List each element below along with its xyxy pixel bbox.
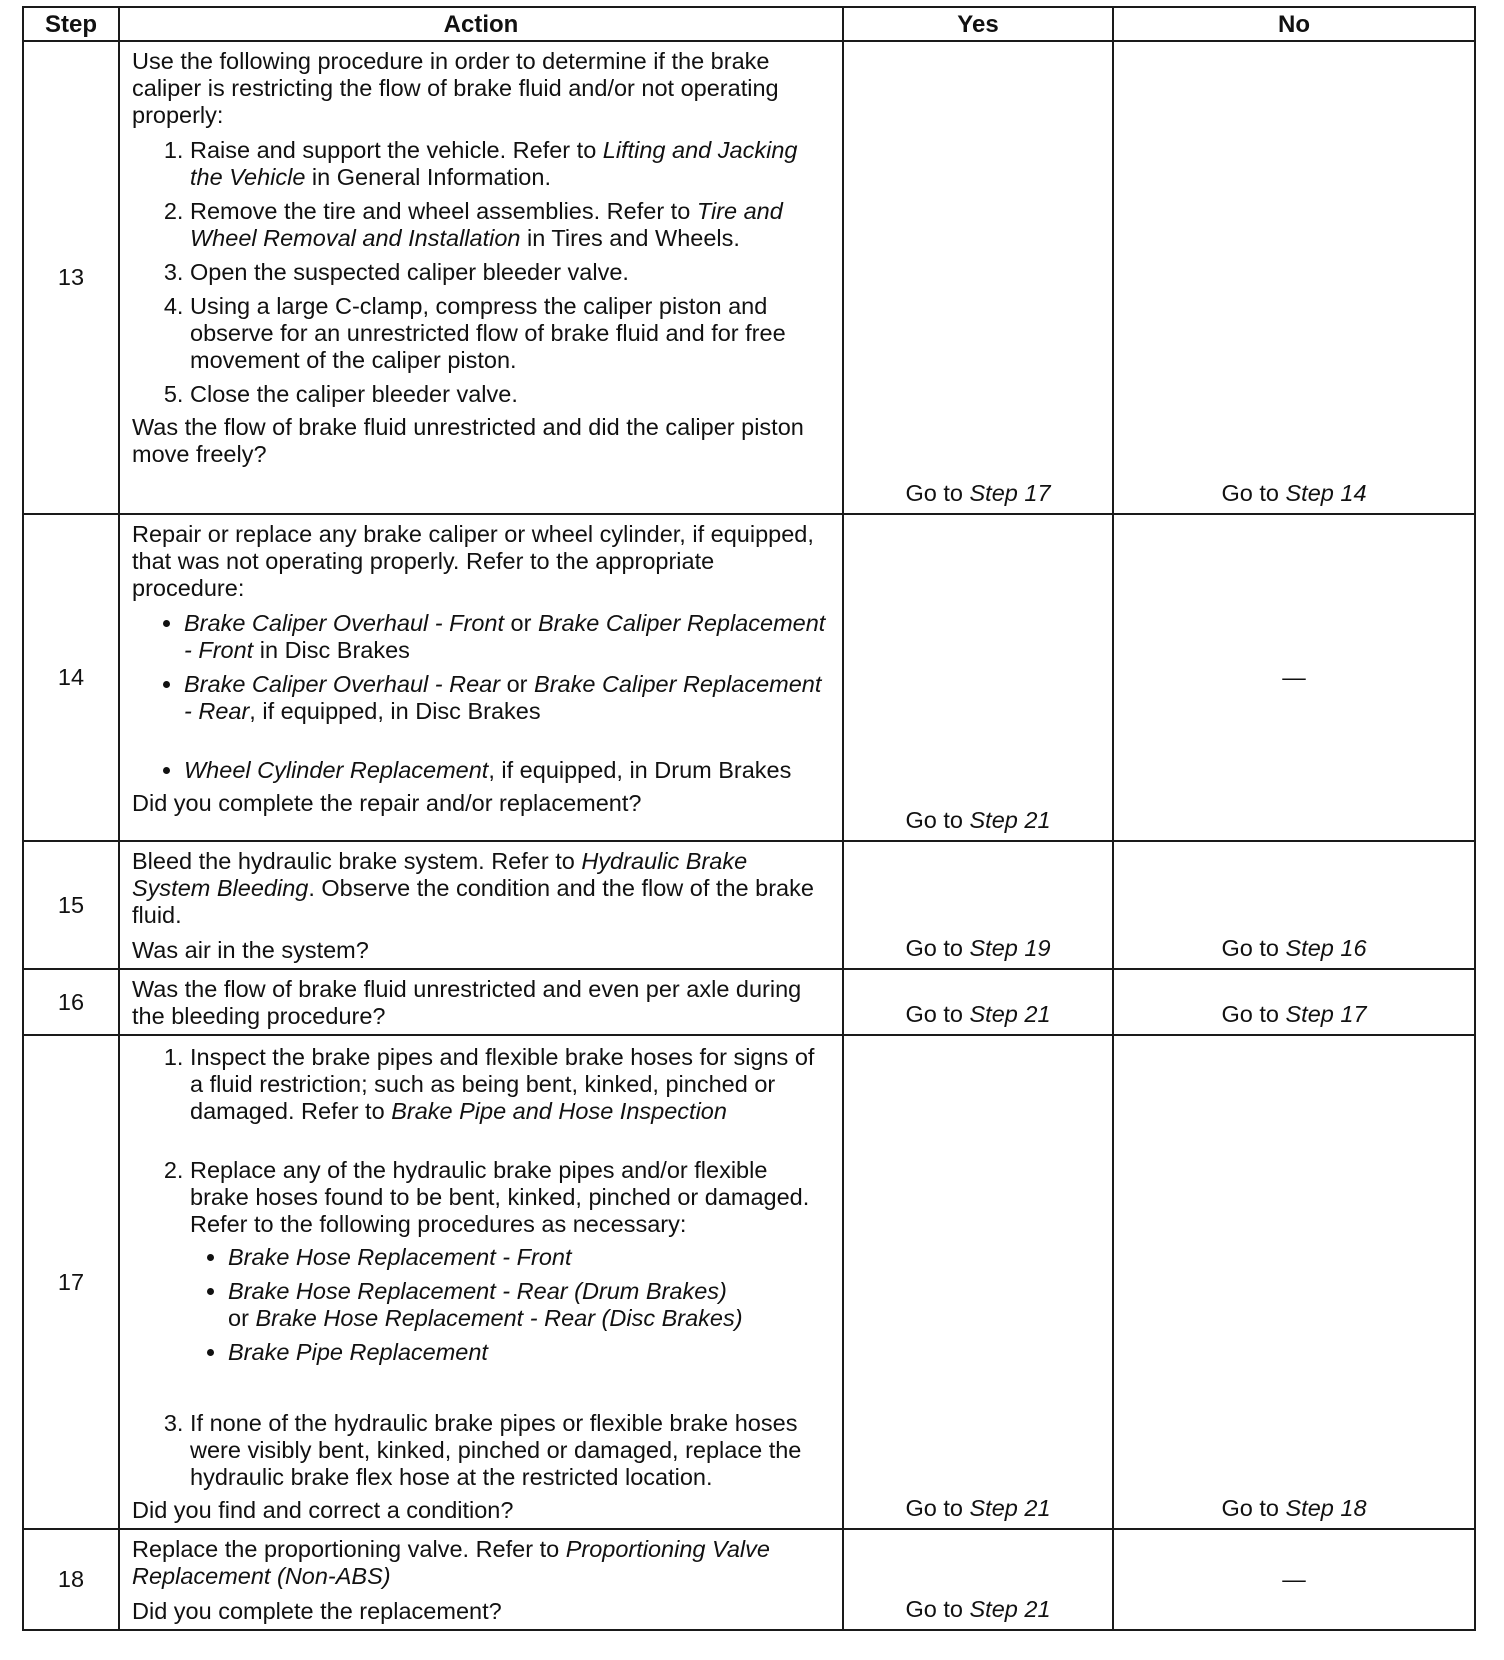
question-text: Did you complete the replacement?	[132, 1598, 502, 1624]
item-text: Remove the tire and wheel assemblies. Refer to	[190, 198, 697, 224]
bullet-item	[228, 1244, 832, 1271]
item-text: Close the caliper bleeder valve.	[190, 381, 518, 407]
header-yes: Yes	[843, 7, 1113, 41]
yes-cell	[843, 41, 1113, 514]
list-item	[190, 293, 832, 374]
goto-text: Go to	[1221, 1495, 1279, 1521]
procedure-list	[132, 137, 832, 408]
table-row	[23, 514, 1475, 841]
header-row	[23, 7, 1475, 41]
bullet-item	[228, 1339, 832, 1366]
dash-text: —	[1282, 1566, 1306, 1592]
item-text: Using a large C-clamp, compress the caliper piston and observe for an unrestricted flow of brake fluid and for free movement of the caliper piston.	[190, 293, 786, 373]
action-text: Use the following procedure in order to determine if the brake caliper is restricting the flow of brake fluid and/or not operating properly:	[132, 48, 779, 128]
item-text: , if equipped, in Disc Brakes	[249, 698, 541, 724]
item-text: Inspect the brake pipes and flexible brake hoses for signs of a fluid restriction; such as being bent, kinked, pinched or damaged. Refer to	[190, 1044, 815, 1124]
goto-text: Go to	[905, 480, 963, 506]
question-text: Was air in the system?	[132, 937, 369, 963]
header-step: Step	[23, 7, 119, 41]
item-text: in General Information.	[305, 164, 551, 190]
item-text: . Observe the condition and the flow of the brake fluid.	[132, 875, 814, 928]
item-text: Raise and support the vehicle. Refer to	[190, 137, 603, 163]
no-cell	[1113, 41, 1475, 514]
reference-link: Brake Hose Replacement - Rear (Disc Brakes)	[255, 1305, 743, 1331]
reference-link: Wheel Cylinder Replacement	[184, 757, 489, 783]
action-text	[132, 848, 832, 929]
goto-step-link: Step 16	[1285, 935, 1367, 961]
reference-link: Brake Caliper Replacement - Rear	[184, 671, 822, 724]
goto-step-link: Step 21	[969, 1495, 1051, 1521]
action-cell	[119, 514, 843, 841]
item-text: or	[500, 671, 535, 697]
question-text: Was the flow of brake fluid unrestricted and did the caliper piston move freely?	[132, 414, 804, 467]
yes-cell	[843, 841, 1113, 969]
goto-text: Go to	[905, 1495, 963, 1521]
action-cell	[119, 41, 843, 514]
goto-step-link: Step 18	[1285, 1495, 1367, 1521]
list-item	[190, 259, 832, 286]
bullet-item	[184, 671, 832, 725]
item-text: or	[228, 1305, 256, 1331]
list-item	[190, 1157, 832, 1366]
list-item	[190, 137, 832, 191]
table-row	[23, 1529, 1475, 1630]
goto-text: Go to	[1221, 935, 1279, 961]
yes-cell	[843, 514, 1113, 841]
step-number: 17	[23, 1035, 119, 1529]
reference-link: Tire and Wheel Removal and Installation	[190, 198, 783, 251]
procedure-bullets	[132, 610, 832, 784]
no-cell	[1113, 969, 1475, 1035]
no-cell	[1113, 1529, 1475, 1630]
diagnostic-table-page	[22, 6, 1474, 1652]
item-text: If none of the hydraulic brake pipes or flexible brake hoses were visibly bent, kinked, pinched or damaged, replace the hydraulic brake flex hose at the restricted location.	[190, 1410, 802, 1490]
procedure-list	[132, 1044, 832, 1491]
item-text: , if equipped, in Drum Brakes	[488, 757, 792, 783]
step-number: 18	[23, 1529, 119, 1630]
header-no: No	[1113, 7, 1475, 41]
step-number: 14	[23, 514, 119, 841]
goto-step-link: Step 19	[969, 935, 1051, 961]
action-cell	[119, 841, 843, 969]
step-number: 13	[23, 41, 119, 514]
goto-text: Go to	[905, 935, 963, 961]
item-text: Replace any of the hydraulic brake pipes and/or flexible brake hoses found to be bent, kinked, pinched or damaged. Refer to the following procedures as necessary:	[190, 1157, 810, 1237]
reference-link: Brake Pipe Replacement	[228, 1339, 488, 1365]
procedure-bullets	[190, 1244, 832, 1366]
step-number: 16	[23, 969, 119, 1035]
yes-cell	[843, 1529, 1113, 1630]
reference-link: Lifting and Jacking the Vehicle	[190, 137, 798, 190]
bullet-item	[184, 757, 832, 784]
table-row	[23, 41, 1475, 514]
goto-text: Go to	[905, 1596, 963, 1622]
header-action: Action	[119, 7, 843, 41]
action-text: Repair or replace any brake caliper or wheel cylinder, if equipped, that was not operating properly. Refer to the appropriate procedure:	[132, 521, 814, 601]
dash-text: —	[1282, 664, 1306, 690]
goto-text: Go to	[1221, 1001, 1279, 1027]
item-text: Bleed the hydraulic brake system. Refer to	[132, 848, 582, 874]
question-text: Was the flow of brake fluid unrestricted and even per axle during the bleeding procedure?	[132, 976, 802, 1029]
reference-link: Proportioning Valve Replacement (Non-ABS)	[132, 1536, 770, 1589]
item-text: in Disc Brakes	[253, 637, 410, 663]
list-item	[190, 381, 832, 408]
reference-link: Hydraulic Brake System Bleeding	[132, 848, 748, 901]
question-text: Did you complete the repair and/or replacement?	[132, 790, 642, 816]
yes-cell	[843, 969, 1113, 1035]
no-cell	[1113, 841, 1475, 969]
reference-link: Brake Pipe and Hose Inspection	[391, 1098, 727, 1124]
reference-link: Brake Hose Replacement - Rear (Drum Brakes)	[228, 1278, 727, 1304]
reference-link: Brake Caliper Replacement - Front	[184, 610, 826, 663]
item-text: in Tires and Wheels.	[520, 225, 740, 251]
item-text: Open the suspected caliper bleeder valve.	[190, 259, 629, 285]
question-text: Did you find and correct a condition?	[132, 1497, 514, 1523]
yes-cell	[843, 1035, 1113, 1529]
goto-step-link: Step 17	[969, 480, 1051, 506]
goto-text: Go to	[905, 807, 963, 833]
bullet-item	[184, 610, 832, 664]
goto-text: Go to	[1221, 480, 1279, 506]
table-row	[23, 1035, 1475, 1529]
diagnostic-table	[22, 6, 1476, 1631]
list-item	[190, 1044, 832, 1125]
item-text: Replace the proportioning valve. Refer to	[132, 1536, 566, 1562]
item-text: or	[503, 610, 538, 636]
goto-step-link: Step 21	[969, 807, 1051, 833]
reference-link: Brake Caliper Overhaul - Rear	[184, 671, 501, 697]
reference-link: Brake Caliper Overhaul - Front	[184, 610, 504, 636]
bullet-item	[228, 1278, 832, 1332]
no-cell	[1113, 514, 1475, 841]
goto-step-link: Step 21	[969, 1001, 1051, 1027]
action-cell	[119, 1529, 843, 1630]
action-cell	[119, 969, 843, 1035]
list-item	[190, 198, 832, 252]
action-cell	[119, 1035, 843, 1529]
reference-link: Brake Hose Replacement - Front	[228, 1244, 572, 1270]
table-row	[23, 841, 1475, 969]
action-text	[132, 1536, 832, 1590]
goto-step-link: Step 17	[1285, 1001, 1367, 1027]
list-item	[190, 1410, 832, 1491]
no-cell	[1113, 1035, 1475, 1529]
goto-step-link: Step 14	[1285, 480, 1367, 506]
goto-step-link: Step 21	[969, 1596, 1051, 1622]
goto-text: Go to	[905, 1001, 963, 1027]
step-number: 15	[23, 841, 119, 969]
table-row	[23, 969, 1475, 1035]
